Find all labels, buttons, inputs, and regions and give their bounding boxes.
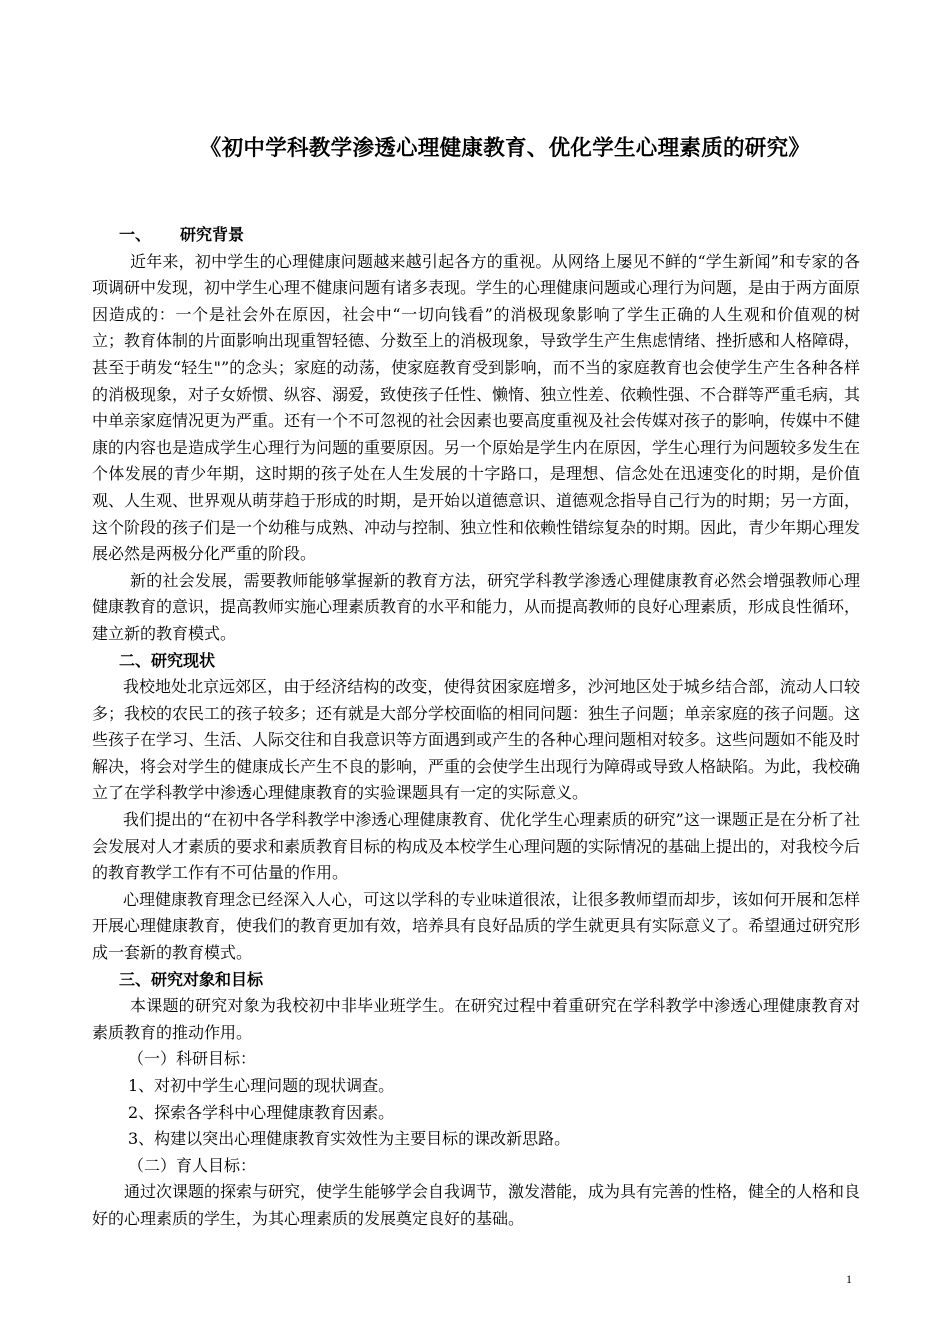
- page-number: 1: [846, 1272, 852, 1286]
- paragraph: 心理健康教育理念已经深入人心，可这以学科的专业味道很浓，让很多教师望而却步，该如何开展和怎样开展心理健康教育，使我们的教育更加有效，培养具有良好品质的学生就更具有实际意义了。希望通过研究形成一套新的教育模式。: [92, 889, 861, 963]
- paragraph: 我校地处北京远郊区，由于经济结构的改变，使得贫困家庭增多，沙河地区处于城乡结合部，流动人口较多；我校的农民工的孩子较多；还有就是大部分学校面临的相同问题：独生子问题；单亲家庭的孩子问题。这些孩子在学习、生活、人际交往和自我意识等方面遇到或产生的各种心理问题相对较多。这些问题如不能及时解决，将会对学生的健康成长产生不良的影响，严重的会使学生出现行为障碍或导致人格缺陷。为此，我校确立了在学科教学中渗透心理健康教育的实验课题具有一定的实际意义。: [92, 677, 861, 803]
- section-number: 一、: [119, 225, 152, 244]
- section-heading-objectives: 三、研究对象和目标: [119, 969, 264, 989]
- list-item: 3、构建以突出心理健康教育实效性为主要目标的课改新思路。: [128, 1129, 571, 1149]
- section-heading-background: [92, 222, 860, 249]
- document-body: [92, 222, 860, 1233]
- subsection-heading: （一）科研目标：: [128, 1049, 257, 1069]
- paragraph: 通过次课题的探索与研究，使学生能够学会自我调节，激发潜能，成为具有完善的性格，健全的人格和良好的心理素质的学生，为其心理素质的发展奠定良好的基础。: [92, 1182, 861, 1228]
- section-heading-status: 二、研究现状: [119, 650, 216, 670]
- section-heading-text: 研究背景: [180, 225, 245, 244]
- list-item: 1、对初中学生心理问题的现状调查。: [128, 1076, 395, 1095]
- paragraph: 本课题的研究对象为我校初中非毕业班学生。在研究过程中着重研究在学科教学中渗透心理健康教育对素质教育的推动作用。: [92, 996, 860, 1042]
- paragraph: 近年来，初中学生的心理健康问题越来越引起各方的重视。从网络上屡见不鲜的“学生新闻”和专家的各项调研中发现，初中学生心理不健康问题有诸多表现。学生的心理健康问题或心理行为问题，是由于两方面原因造成的：一个是社会外在原因，社会中“一切向钱看”的消极现象影响了学生正确的人生观和价值观的树立；教育体制的片面影响出现重智轻德、分数至上的消极现象，导致学生产生焦虑情绪、挫折感和人格障碍，甚至于萌发“轻生"”的念头；家庭的动荡，使家庭教育受到影响，而不当的家庭教育也会使学生产生各种各样的消极现象，对子女娇惯、纵容、溺爱，致使孩子任性、懒惰、独立性差、依赖性强、不合群等严重毛病，其中单亲家庭情况更为严重。还有一个不可忽视的社会因素也要高度重视及社会传媒对孩子的影响，传媒中不健康的内容也是造成学生心理行为问题的重要原因。另一个原始是学生内在原因，学生心理行为问题较多发生在个体发展的青少年期，这时期的孩子处在人生发展的十字路口，是理想、信念处在迅速变化的时期，是价值观、人生观、世界观从萌芽趋于形成的时期，是开始以道德意识、道德观念指导自己行为的时期；另一方面，这个阶段的孩子们是一个幼稚与成熟、冲动与控制、独立性和依赖性错综复杂的时期。因此，青少年期心理发展必然是两极分化严重的阶段。: [92, 251, 861, 564]
- paragraph: 新的社会发展，需要教师能够掌握新的教育方法，研究学科教学渗透心理健康教育必然会增强教师心理健康教育的意识，提高教师实施心理素质教育的水平和能力，从而提高教师的良好心理素质，形成良性循环，建立新的教育模式。: [92, 570, 861, 643]
- list-item: 2、探索各学科中心理健康教育因素。: [128, 1102, 395, 1122]
- document-title: 《初中学科教学渗透心理健康教育、优化学生心理素质的研究》: [199, 136, 811, 161]
- paragraph: 我们提出的“在初中各学科教学中渗透心理健康教育、优化学生心理素质的研究”这一课题正是在分析了社会发展对人才素质的要求和素质教育目标的构成及本校学生心理问题的实际情况的基础上提出的，对我校今后的教育教学工作有不可估量的作用。: [92, 810, 861, 883]
- subsection-heading: （二）育人目标：: [128, 1155, 257, 1175]
